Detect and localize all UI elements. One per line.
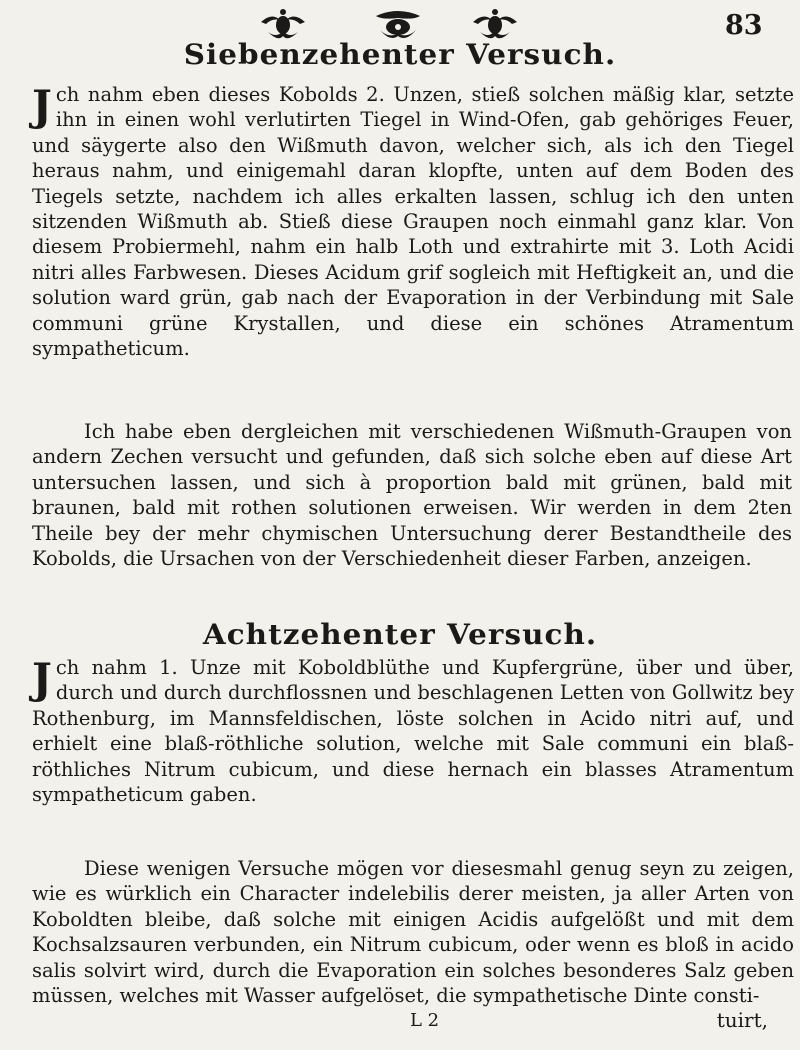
- fleuron-icon: [470, 8, 520, 42]
- catchword: tuirt,: [716, 1008, 768, 1032]
- fleuron-icon: [258, 8, 308, 42]
- drop-cap: J: [32, 81, 52, 130]
- paragraph-remark-17: Ich habe eben dergleichen mit verschiedenen Wißmuth-Graupen von andern Zechen versucht und gefunden, daß sich solche eben auf diese Art untersuchen lassen, und sich à proportion bald mit grünen, bald mit braunen, bald mit rothen solutionen erweisen. Wir werden in dem 2ten Theile bey der mehr chymischen Untersuchung derer Bestandtheile des Kobolds, die Ursachen von der Verschiedenheit dieser Farben, anzeigen.: [32, 420, 792, 571]
- fleuron-icon: [370, 8, 426, 42]
- page-footer: [0, 1010, 800, 1050]
- paragraph-text: ch nahm 1. Unze mit Koboldblüthe und Kupfergrüne, über und über, durch und durch durchflossnen und beschlagenen Letten von Gollwitz bey Rothenburg, im Mannsfeldischen, löste solchen in Acido nitri auf, und erhielt eine blaß-röthliche solution, welche mit Sale communi ein blaß-röthliches Nitrum cubicum, und diese hernach ein blasses Atramentum sympatheticum gaben.: [32, 656, 794, 807]
- section-heading-18: Achtzehenter Versuch.: [202, 618, 598, 651]
- drop-cap: J: [32, 654, 52, 703]
- paragraph-experiment-17: [32, 82, 794, 361]
- paragraph-experiment-18: [32, 655, 794, 807]
- paragraph-conclusion: Diese wenigen Versuche mögen vor diesesmahl genug seyn zu zeigen, wie es würklich ein Character indelebilis derer meisten, ja aller Arten von Koboldten bleibe, daß solche mit einigen Acidis aufgelößt und mit dem Kochsalzsauren verbunden, ein Nitrum cubicum, oder wenn es bloß in acido salis solvirt wird, durch die Evaporation ein solches besonderes Salz geben müssen, welches mit Wasser aufgelöset, die sympathetische Dinte consti-: [32, 857, 794, 1008]
- section-heading-17: Siebenzehenter Versuch.: [183, 38, 617, 71]
- signature-mark: L 2: [410, 1010, 440, 1031]
- paragraph-text: ch nahm eben dieses Kobolds 2. Unzen, stieß solchen mäßig klar, setzte ihn in einen wohl verlutirten Tiegel in Wind-Ofen, gab gehöriges Feuer, und säygerte also den Wißmuth davon, welcher sich, als ich den Tiegel heraus nahm, und einigemahl daran klopfte, unten auf dem Boden des Tiegels setzte, nachdem ich alles erkalten lassen, schlug ich den unten sitzenden Wißmuth ab. Stieß diese Graupen noch einmahl ganz klar. Von diesem Probiermehl, nahm ein halb Loth und extrahirte mit 3. Loth Acidi nitri alles Farbwesen. Dieses Acidum grif sogleich mit Heftigkeit an, und die solution ward grün, gab nach der Evaporation in der Verbindung mit Sale communi grüne Krystallen, und diese ein schönes Atramentum sympatheticum.: [32, 83, 794, 361]
- page-number: 83: [725, 10, 763, 41]
